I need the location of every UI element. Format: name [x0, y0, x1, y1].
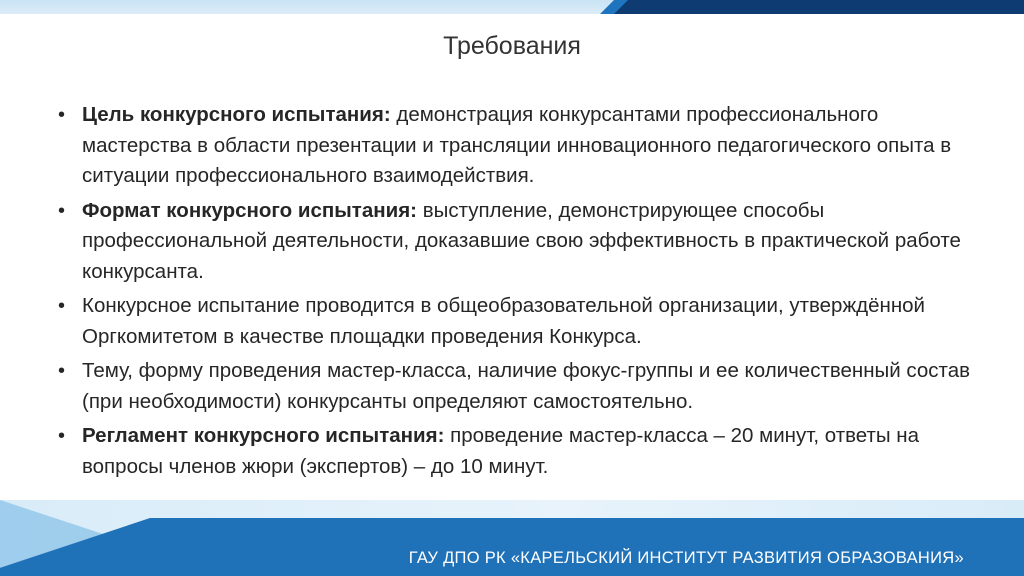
bullet-item: [58, 421, 978, 482]
bullet-lead: Цель конкурсного испытания:: [82, 103, 391, 126]
bullet-item: [58, 356, 978, 417]
bullet-list: [58, 100, 978, 486]
bullet-text: Тему, форму проведения мастер-класса, наличие фокус-группы и ее количественный состав (при необходимости) конкурсанты определяют самостоятельно.: [82, 359, 971, 413]
bullet-dot: •: [58, 199, 66, 222]
top-decor-dark-stripe: [614, 0, 1024, 14]
bullet-text: демонстрация конкурсантами профессионального мастерства в области презентации и трансляции инновационного педагогического опыта в ситуации профессионального взаимодействия.: [82, 103, 952, 187]
bullet-text: выступление, демонстрирующее способы профессиональной деятельности, доказавшие свою эффективность в практической работе конкурсанта.: [82, 198, 961, 283]
bullet-text: проведение мастер-класса – 20 минут, ответы на вопросы членов жюри (экспертов) – до 10 минут.: [82, 424, 920, 478]
bullet-item: [58, 196, 978, 288]
bullet-dot: •: [58, 360, 66, 382]
bullet-dot: •: [58, 104, 66, 126]
bullet-lead: Формат конкурсного испытания:: [82, 198, 418, 222]
slide-title: Требования: [443, 32, 581, 60]
bullet-item: [58, 100, 978, 192]
bullet-dot: •: [58, 295, 66, 317]
bullet-text: Конкурсное испытание проводится в общеобразовательной организации, утверждённой Оргкомитетом в качестве площадки проведения Конкурса.: [82, 294, 926, 348]
footer-text: ГАУ ДПО РК «КАРЕЛЬСКИЙ ИНСТИТУТ РАЗВИТИЯ ОБРАЗОВАНИЯ»: [408, 549, 964, 567]
bullet-lead: Регламент конкурсного испытания:: [82, 424, 445, 447]
bullet-dot: •: [58, 425, 66, 447]
bullet-item: [58, 291, 978, 352]
